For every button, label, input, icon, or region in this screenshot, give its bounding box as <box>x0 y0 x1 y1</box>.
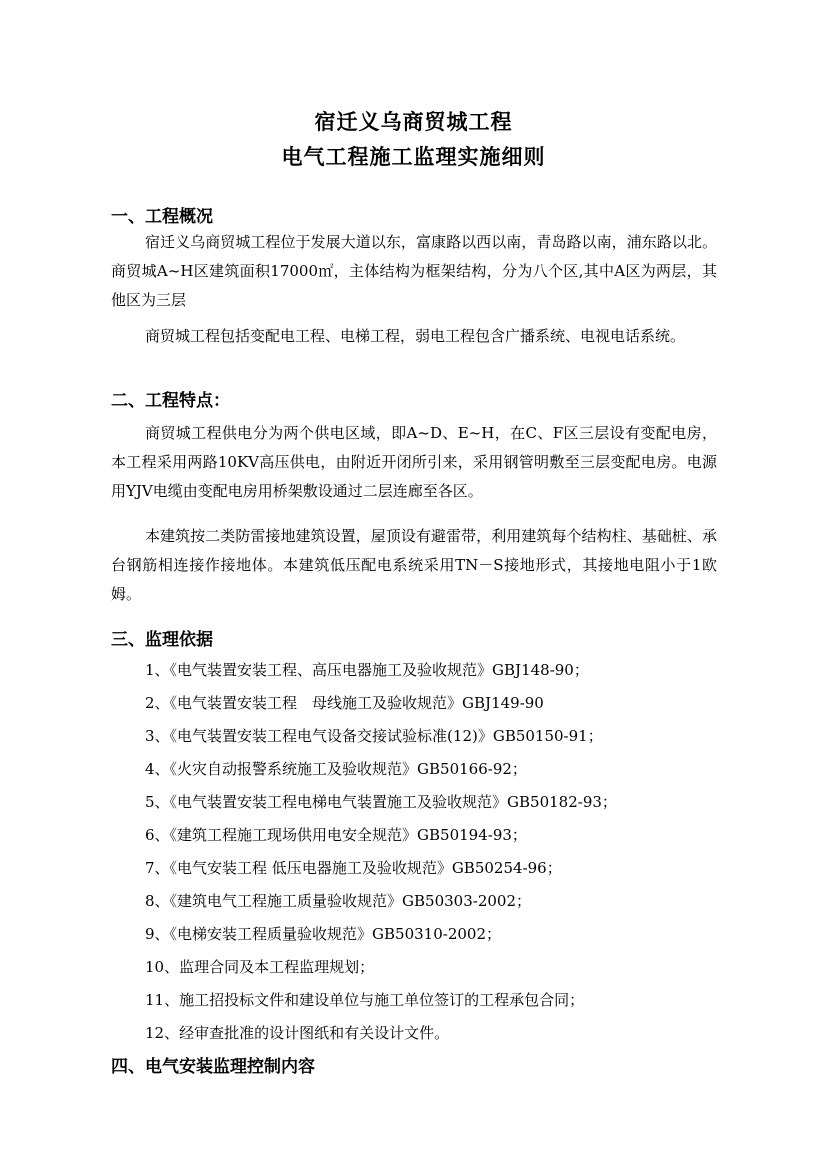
paragraph-features-grounding: 本建筑按二类防雷接地建筑设置，屋顶设有避雷带，利用建筑每个结构柱、基础桩、承台钢筋相连接作接地体。本建筑低压配电系统采用TN－S接地形式，其接地电阻小于1欧姆。 <box>111 527 717 603</box>
basis-list-item: 9、《电梯安装工程质量验收规范》GB50310-2002； <box>145 925 502 943</box>
basis-list-item: 8、《建筑电气工程施工质量验收规范》GB50303-2002； <box>145 892 532 910</box>
document-title-line2: 电气工程施工监理实施细则 <box>281 145 546 169</box>
basis-list-item: 3、《电气装置安装工程电气设备交接试验标准(12)》GB50150-91； <box>145 727 603 745</box>
section-heading-overview: 一、工程概况 <box>111 207 213 227</box>
paragraph-features-power-supply: 商贸城工程供电分为两个供电区域，即A~D、E~H，在C、F区三层设有变配电房，本工程采用两路10KV高压供电，由附近开闭所引来，采用钢管明敷至三层变配电房。电源用YJV电缆由变配电房用桥架敷设通过二层连廊至各区。 <box>111 424 717 500</box>
basis-list-item: 7、《电气安装工程 低压电器施工及验收规范》GB50254-96； <box>145 859 562 877</box>
basis-list-item: 12、经审查批准的设计图纸和有关设计文件。 <box>145 1024 450 1042</box>
basis-list-item: 11、施工招投标文件和建设单位与施工单位签订的工程承包合同； <box>145 991 585 1009</box>
basis-list-item: 2、《电气装置安装工程 母线施工及验收规范》GBJ149-90 <box>145 694 544 712</box>
paragraph-overview-location: 宿迁义乌商贸城工程位于发展大道以东，富康路以西以南，青岛路以南，浦东路以北。商贸城A~H区建筑面积17000㎡，主体结构为框架结构，分为八个区,其中A区为两层，其他区为三层 <box>111 233 717 309</box>
document-title-line1: 宿迁义乌商贸城工程 <box>314 110 513 134</box>
basis-list-item: 6、《建筑工程施工现场供用电安全规范》GB50194-93； <box>145 826 527 844</box>
section-heading-features: 二、工程特点： <box>111 391 230 411</box>
section-heading-control-content: 四、电气安装监理控制内容 <box>111 1057 315 1077</box>
basis-list-item: 5、《电气装置安装工程电梯电气装置施工及验收规范》GB50182-93； <box>145 793 617 811</box>
basis-list-item: 1、《电气装置安装工程、高压电器施工及验收规范》GBJ148-90； <box>145 661 589 679</box>
basis-list-item: 10、监理合同及本工程监理规划； <box>145 958 375 976</box>
paragraph-overview-scope: 商贸城工程包括变配电工程、电梯工程，弱电工程包含广播系统、电视电话系统。 <box>145 327 686 345</box>
basis-list-item: 4、《火灾自动报警系统施工及验收规范》GB50166-92； <box>145 760 527 778</box>
section-heading-basis: 三、监理依据 <box>111 630 213 650</box>
